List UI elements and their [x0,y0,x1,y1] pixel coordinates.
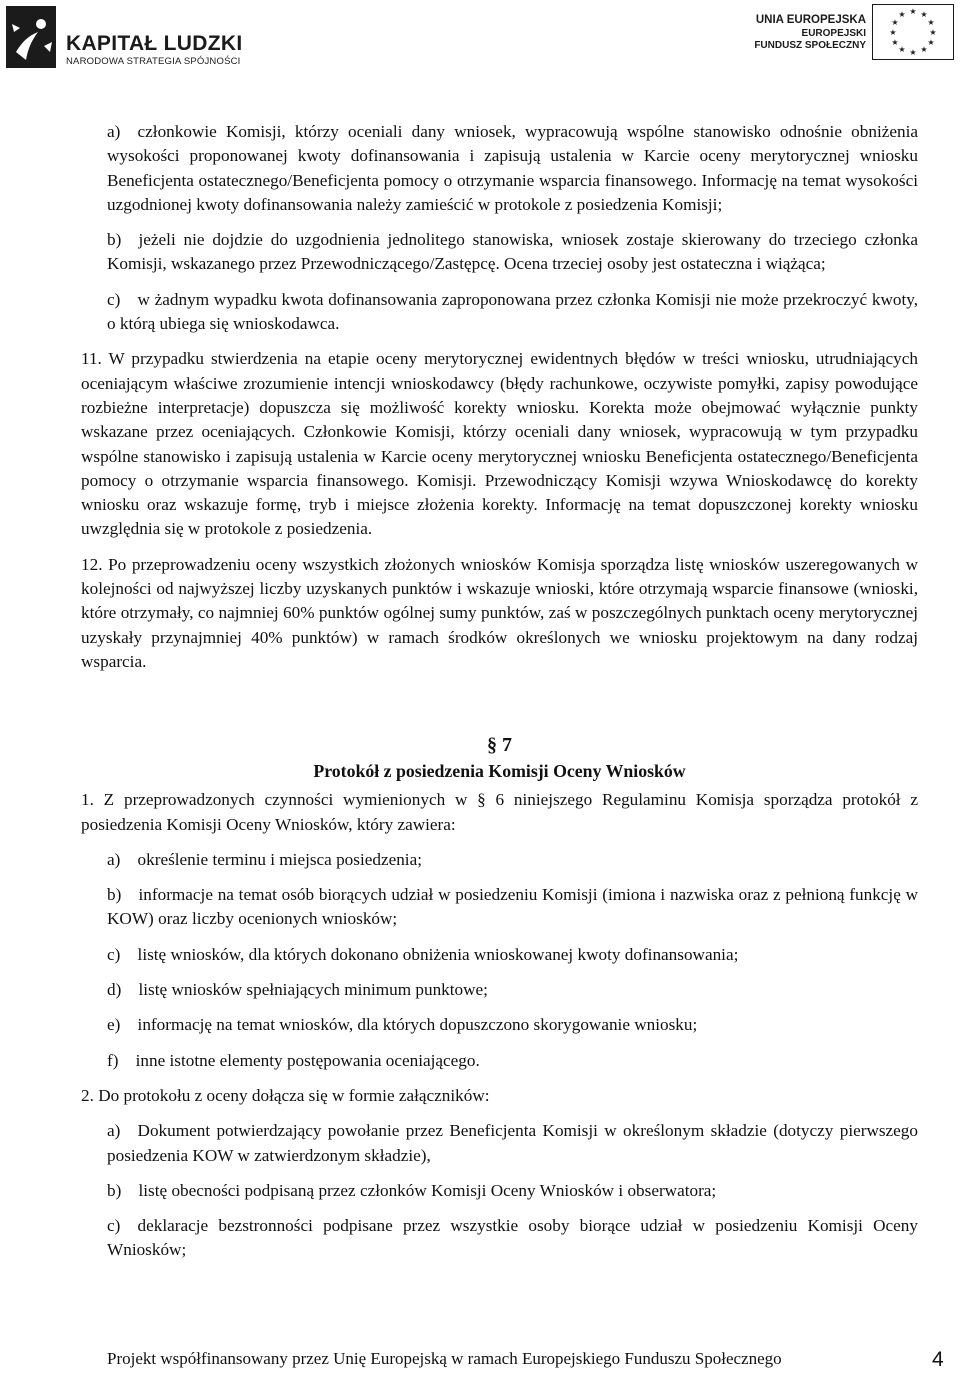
svg-text:★: ★ [898,45,906,54]
svg-text:★: ★ [891,18,899,27]
svg-text:★: ★ [927,38,935,47]
list1-item-b: b) informacje na temat osób biorących udział w posiedzeniu Komisji (imiona i nazwiska oraz z pełnioną funkcję w KOW) oraz liczby ocenionych wniosków; [107,885,918,929]
footer-text: Projekt współfinansowany przez Unię Europejską w ramach Europejskiego Funduszu Społecznego [107,1349,782,1368]
section-mark: § 7 [487,734,512,757]
svg-text:★: ★ [920,10,928,19]
svg-text:★: ★ [891,38,899,47]
section7-paragraph-2: 2. Do protokołu z oceny dołącza się w formie załączników: [81,1085,490,1105]
paragraph-a: a) członkowie Komisji, którzy oceniali dany wniosek, wypracowują wspólne stanowisko odnośnie obniżenia wysokości proponowanej kwoty dofinansowania i zapisują ustalenia w Karcie oceny merytorycznej wniosku Beneficjenta ostatecznego/Beneficjenta pomocy o otrzymanie wsparcia finansowego. Informację na temat wysokości uzgodnionej kwoty dofinansowania należy zamieścić w protokole z posiedzenia Komisji; [107,122,918,214]
list2-item-b: b) listę obecności podpisaną przez członków Komisji Oceny Wniosków i obserwatora; [107,1180,717,1200]
svg-text:★: ★ [920,45,928,54]
logo-title: KAPITAŁ LUDZKI [66,32,243,55]
list1-item-a: a) określenie terminu i miejsca posiedzenia; [107,849,422,869]
logo-subtitle: NARODOWA STRATEGIA SPÓJNOŚCI [66,56,241,67]
section7-paragraph-1: 1. Z przeprowadzonych czynności wymienionych w § 6 niniejszego Regulaminu Komisja sporządza protokół z posiedzenia Komisji Oceny Wniosków, który zawiera: [81,790,918,834]
paragraph-c: c) w żadnym wypadku kwota dofinansowania zaproponowana przez członka Komisji nie może przekroczyć kwoty, o którą ubiega się wnioskodawca. [107,289,918,334]
section-title: Protokół z posiedzenia Komisji Oceny Wniosków [313,761,686,782]
list1-item-f: f) inne istotne elementy postępowania oceniającego. [107,1050,480,1070]
svg-text:★: ★ [909,48,917,57]
list1-item-d: d) listę wniosków spełniających minimum punktowe; [107,980,488,1000]
svg-text:★: ★ [927,18,935,27]
list1-item-c: c) listę wniosków, dla których dokonano obniżenia wnioskowanej kwoty dofinansowania; [107,944,739,964]
eu-efs-logo [754,4,954,64]
eu-logo-line2: EUROPEJSKI [801,28,866,39]
paragraph-b: b) jeżeli nie dojdzie do uzgodnienia jednolitego stanowiska, wniosek zostaje skierowany do trzeciego członka Komisji, wskazanego przez Przewodniczącego/Zastępcę. Ocena trzeciej osoby jest ostateczna i wiążąca; [107,230,918,274]
eu-logo-line3: FUNDUSZ SPOŁECZNY [754,40,866,51]
list2-item-a: a) Dokument potwierdzający powołanie przez Beneficjenta Komisji w określonym składzie (dotyczy pierwszego posiedzenia KOW w zatwierdzonym składzie), [107,1121,918,1165]
kapital-ludzki-mark-icon [6,6,56,68]
list2-item-c: c) deklaracje bezstronności podpisane przez wszystkie osoby biorące udział w posiedzeniu Komisji Oceny Wniosków; [107,1216,918,1260]
document-body [81,120,918,1263]
svg-text:★: ★ [929,28,937,37]
svg-text:★: ★ [898,10,906,19]
eu-flag-icon [872,4,954,60]
list1-item-e: e) informację na temat wniosków, dla których dopuszczono skorygowanie wniosku; [107,1015,698,1035]
eu-logo-line1: UNIA EUROPEJSKA [755,14,866,26]
paragraph-12: 12. Po przeprowadzeniu oceny wszystkich złożonych wniosków Komisja sporządza listę wniosków uszeregowanych w kolejności od najwyższej liczby uzyskanych punktów i wskazuje wnioski, które otrzymają wsparcie finansowe (wnioski, które otrzymały, co najmniej 60% punktów ogólnej sumy punktów, zaś w poszczególnych punktach oceny merytorycznej uzyskały przynajmniej 40% punktów) w ramach środków określonych we wniosku projektowym na dany rodzaj wsparcia. [81,554,918,671]
svg-text:★: ★ [909,7,917,16]
paragraph-11: 11. W przypadku stwierdzenia na etapie oceny merytorycznej ewidentnych błędów w treści wniosku, utrudniających oceniającym właściwe zrozumienie intencji wnioskodawcy (błędy rachunkowe, oczywiste pomyłki, zapisy powodujące rozbieżne interpretacje) dopuszcza się możliwość korekty wniosku. Korekta może obejmować wyłącznie punkty wskazane przez oceniających. Członkowie Komisji, którzy oceniali dany wniosek, wypracowują w tym przypadku wspólne stanowisko i zapisują ustalenia w Karcie oceny merytorycznej wniosku Beneficjenta ostatecznego/Beneficjenta pomocy o otrzymanie wsparcia finansowego. Komisji. Przewodniczący Komisji wzywa Wnioskodawcę do korekty wniosku oraz wskazuje formę, tryb i miejsce złożenia korekty. Informację na temat dopuszczonej korekty wniosku uwzględnia się w protokole z posiedzenia. [81,349,918,539]
kapital-ludzki-logo [6,6,243,70]
svg-text:★: ★ [889,28,897,37]
page-number: 4 [932,1348,944,1371]
